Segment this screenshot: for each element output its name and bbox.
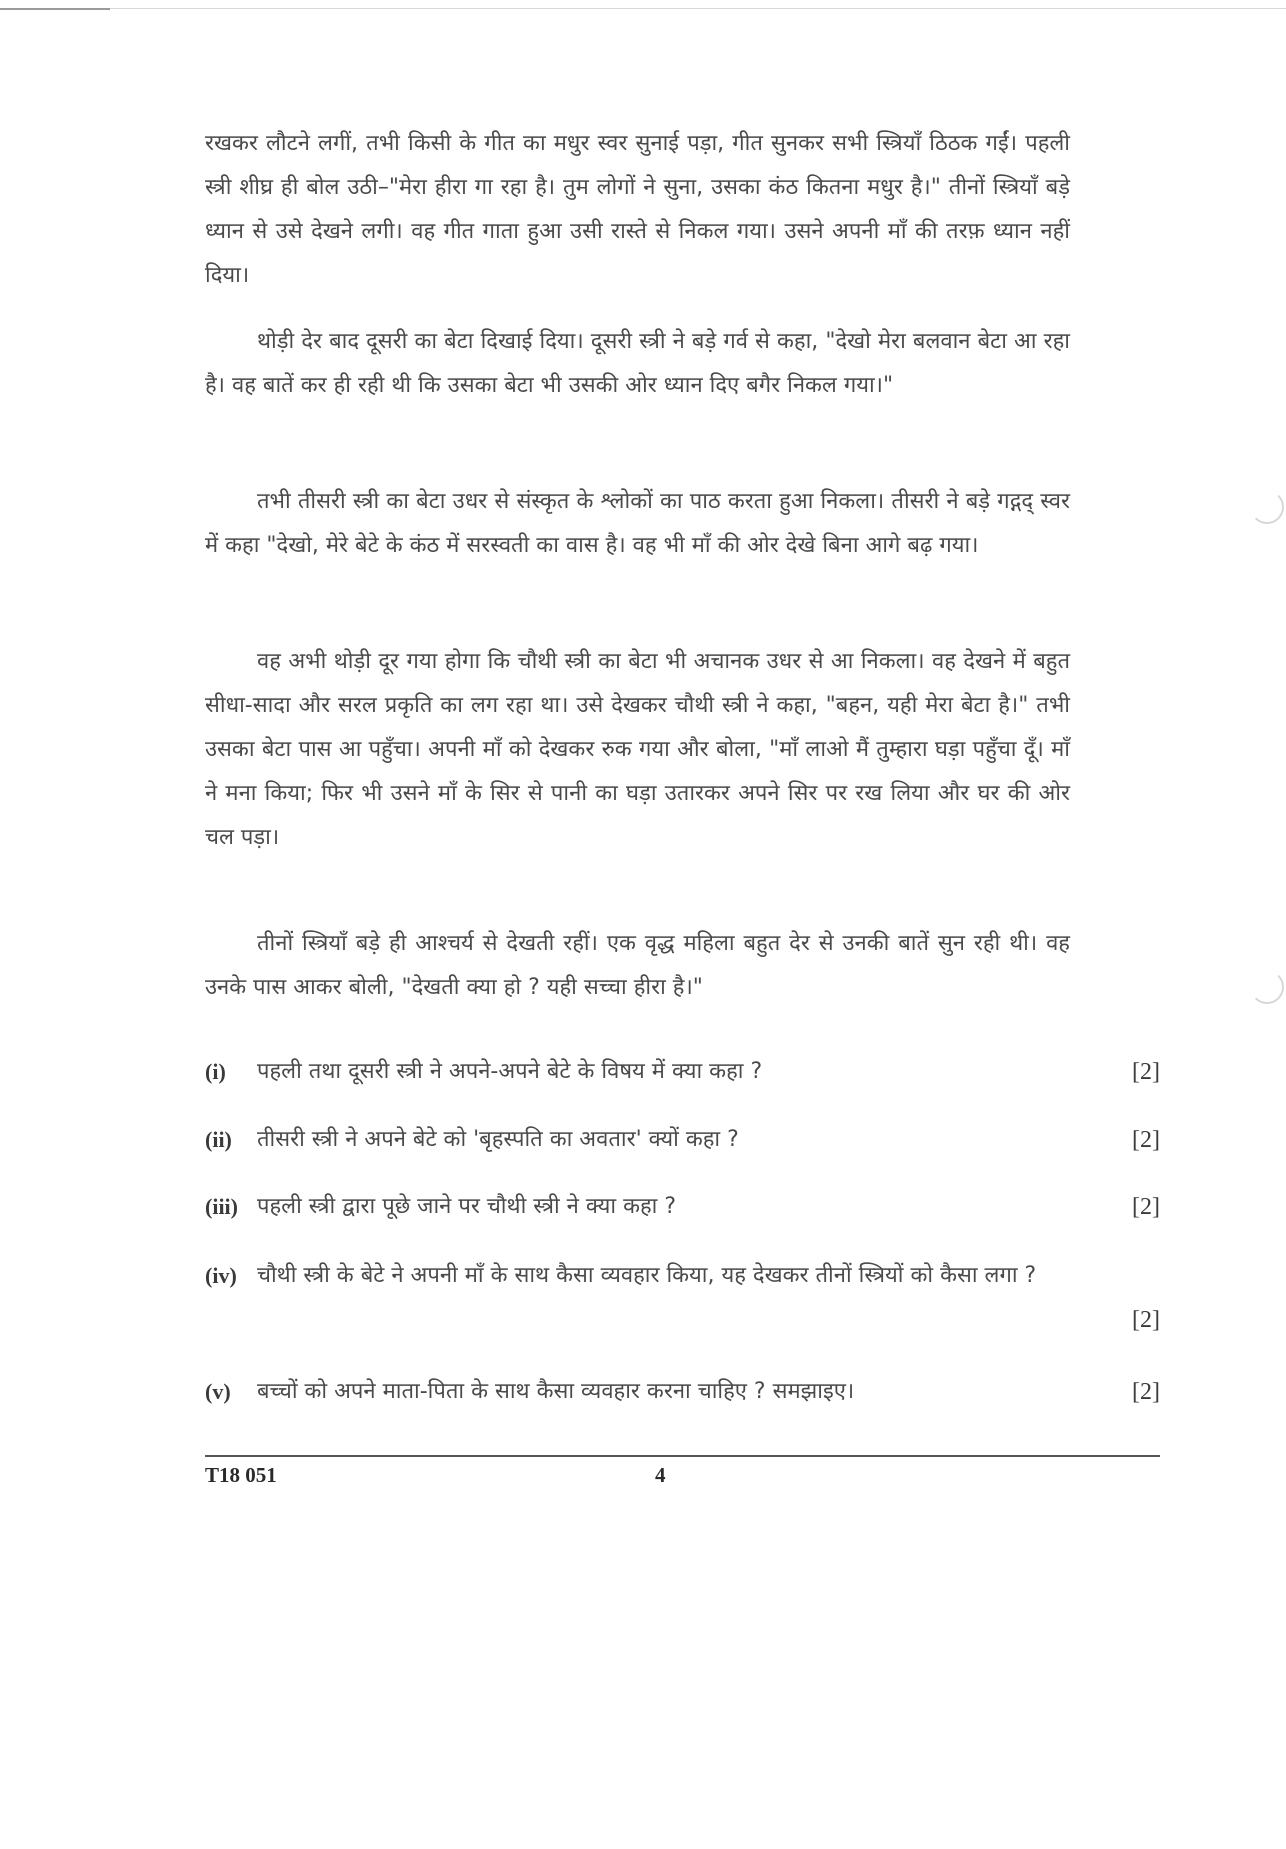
footer-divider xyxy=(205,1455,1160,1457)
question-1 xyxy=(205,1050,1160,1094)
question-2 xyxy=(205,1118,1160,1162)
question-text: तीसरी स्त्री ने अपने बेटे को 'बृहस्पति का अवतार' क्यों कहा ? xyxy=(257,1127,739,1152)
question-4 xyxy=(205,1254,1160,1344)
question-number: (iii) xyxy=(205,1194,238,1219)
scan-edge-mark xyxy=(0,8,110,10)
passage-paragraph-5: तीनों स्त्रियाँ बड़े ही आश्चर्य से देखती रहीं। एक वृद्ध महिला बहुत देर से उनकी बातें सुन रही थी। वह उनके पास आकर बोली, "देखती क्या हो ? यही सच्चा हीरा है।" xyxy=(205,931,1070,1000)
page-number: 4 xyxy=(655,1463,666,1487)
question-text: पहली तथा दूसरी स्त्री ने अपने-अपने बेटे के विषय में क्या कहा ? xyxy=(257,1059,763,1084)
question-3 xyxy=(205,1185,1160,1229)
passage-paragraph-3: तभी तीसरी स्त्री का बेटा उधर से संस्कृत के श्लोकों का पाठ करता हुआ निकला। तीसरी ने बड़े गद्गद् स्वर में कहा "देखो, मेरे बेटे के कंठ में सरस्वती का वास है। वह भी माँ की ओर देखे बिना आगे बढ़ गया। xyxy=(205,489,1070,558)
question-number: (v) xyxy=(205,1379,231,1404)
question-number: (i) xyxy=(205,1059,226,1084)
question-text: चौथी स्त्री के बेटे ने अपनी माँ के साथ कैसा व्यवहार किया, यह देखकर तीनों स्त्रियों को कैसा लगा ? xyxy=(257,1263,1037,1288)
question-marks: [2] xyxy=(1132,1059,1160,1085)
scan-edge-line xyxy=(0,8,1286,9)
paper-code: T18 051 xyxy=(205,1463,277,1487)
question-text: पहली स्त्री द्वारा पूछे जाने पर चौथी स्त्री ने क्या कहा ? xyxy=(257,1194,677,1219)
question-marks: [2] xyxy=(1132,1307,1160,1333)
question-number: (iv) xyxy=(205,1263,237,1288)
passage-paragraph-4: वह अभी थोड़ी दूर गया होगा कि चौथी स्त्री का बेटा भी अचानक उधर से आ निकला। वह देखने में बहुत सीधा-सादा और सरल प्रकृति का लग रहा था। उसे देखकर चौथी स्त्री ने कहा, "बहन, यही मेरा बेटा है।" तभी उसका बेटा पास आ पहुँचा। अपनी माँ को देखकर रुक गया और बोला, "माँ लाओ मैं तुम्हारा घड़ा पहुँचा दूँ। माँ ने मना किया; फिर भी उसने माँ के सिर से पानी का घड़ा उतारकर अपने सिर पर रख लिया और घर की ओर चल पड़ा। xyxy=(205,649,1070,850)
question-number: (ii) xyxy=(205,1127,232,1152)
question-marks: [2] xyxy=(1132,1127,1160,1153)
question-marks: [2] xyxy=(1132,1194,1160,1220)
passage-paragraph-2: थोड़ी देर बाद दूसरी का बेटा दिखाई दिया। दूसरी स्त्री ने बड़े गर्व से कहा, "देखो मेरा बलवान बेटा आ रहा है। वह बातें कर ही रही थी कि उसका बेटा भी उसकी ओर ध्यान दिए बगैर निकल गया।" xyxy=(205,329,1070,398)
scan-artifact-mark xyxy=(1250,970,1284,1004)
passage-paragraph-1: रखकर लौटने लगीं, तभी किसी के गीत का मधुर स्वर सुनाई पड़ा, गीत सुनकर सभी स्त्रियाँ ठिठक गईं। पहली स्त्री शीघ्र ही बोल उठी–"मेरा हीरा गा रहा है। तुम लोगों ने सुना, उसका कंठ कितना मधुर है।" तीनों स्त्रियाँ बड़े ध्यान से उसे देखने लगी। वह गीत गाता हुआ उसी रास्ते से निकल गया। उसने अपनी माँ की तरफ़ ध्यान नहीं दिया। xyxy=(205,131,1070,288)
question-text: बच्चों को अपने माता-पिता के साथ कैसा व्यवहार करना चाहिए ? समझाइए। xyxy=(257,1379,855,1404)
scan-artifact-mark xyxy=(1250,490,1284,524)
question-5 xyxy=(205,1370,1160,1414)
question-marks: [2] xyxy=(1132,1379,1160,1405)
